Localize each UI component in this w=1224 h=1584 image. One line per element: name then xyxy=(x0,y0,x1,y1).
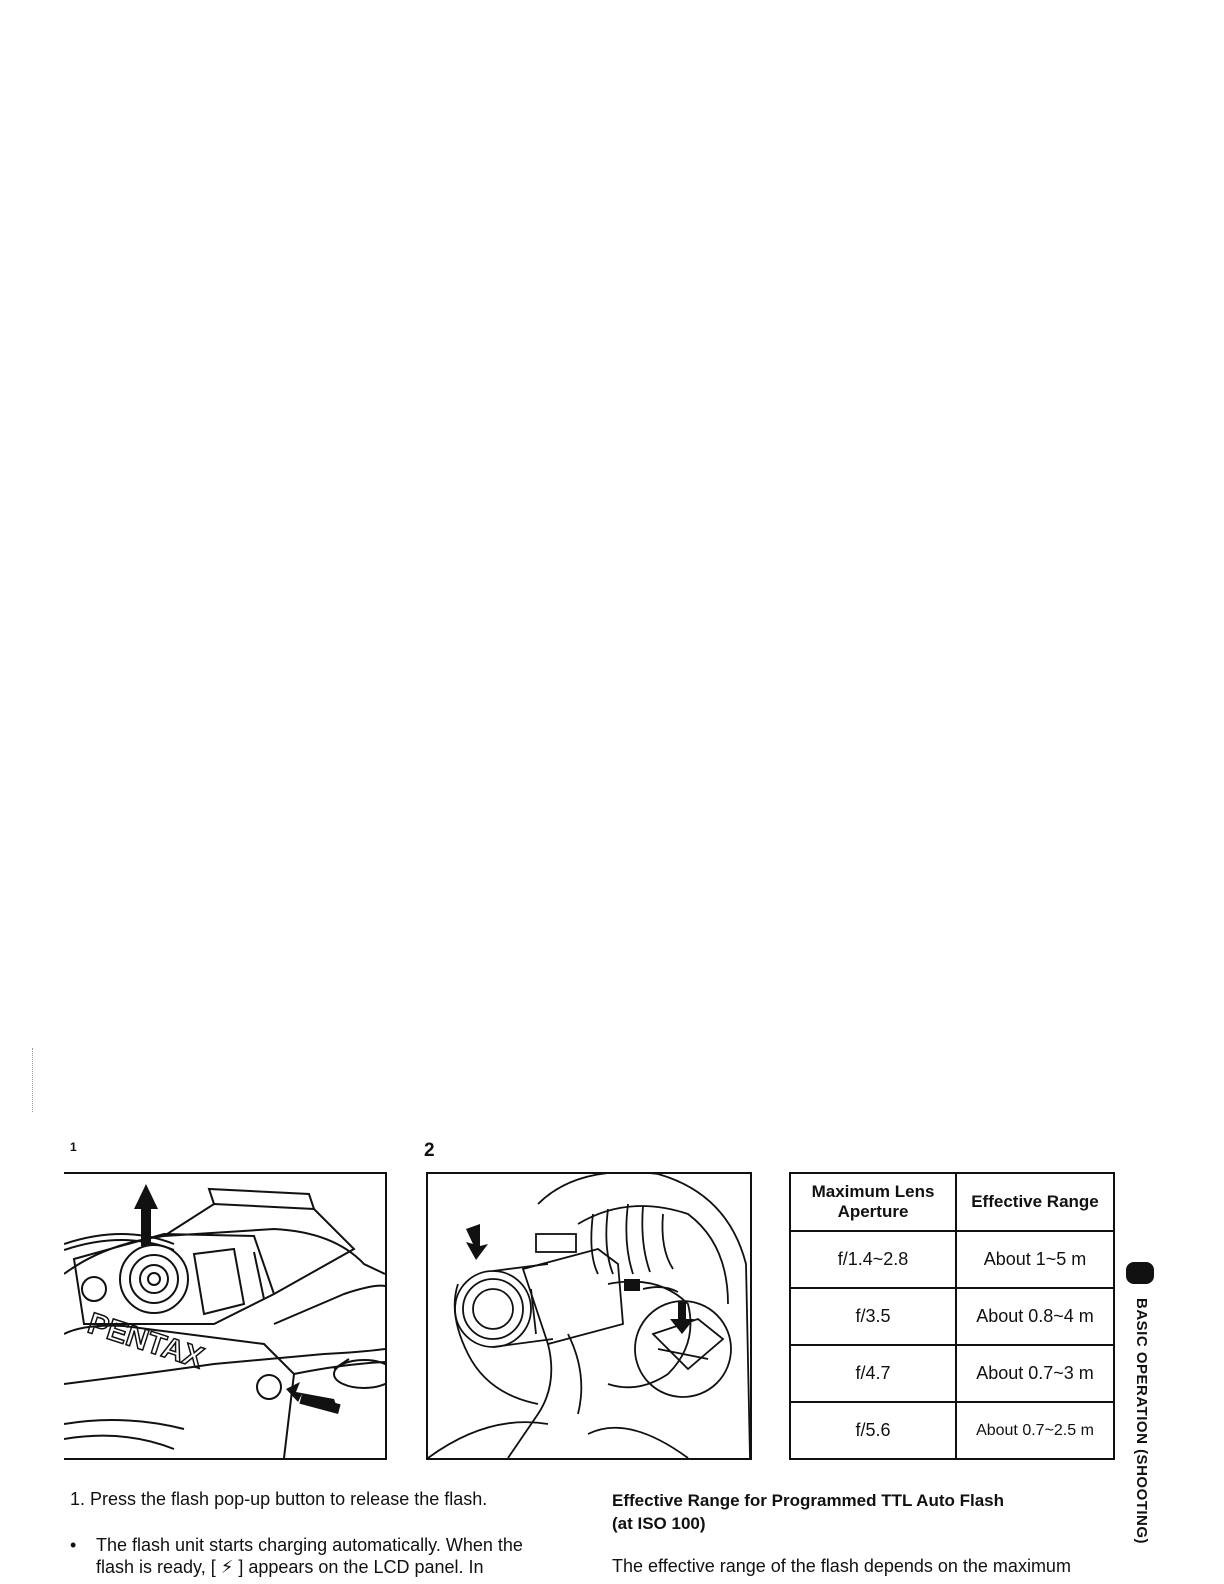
section-side-label-text: BASIC OPERATION (SHOOTING) xyxy=(1133,1298,1150,1545)
heading-line-2: (at ISO 100) xyxy=(612,1514,706,1533)
note-line-2: flash is ready, [ ⚡ ] appears on the LCD panel. In xyxy=(96,1557,484,1577)
table-row xyxy=(790,1345,1114,1402)
margin-dotted-mark xyxy=(32,1048,33,1112)
effective-range-table xyxy=(789,1172,1115,1460)
header-max-lens-aperture: Maximum Lens Aperture xyxy=(790,1173,956,1231)
table-row xyxy=(790,1288,1114,1345)
range-cell: About 1~5 m xyxy=(956,1231,1114,1288)
section-tab-marker xyxy=(1126,1262,1154,1284)
aperture-cell: f/3.5 xyxy=(790,1288,956,1345)
effective-range-heading xyxy=(612,1489,1082,1535)
table-row xyxy=(790,1231,1114,1288)
figure-1-camera-flash-illustration xyxy=(64,1172,387,1460)
range-cell: About 0.7~3 m xyxy=(956,1345,1114,1402)
aperture-cell: f/5.6 xyxy=(790,1402,956,1459)
range-cell: About 0.8~4 m xyxy=(956,1288,1114,1345)
note-bullet: • xyxy=(70,1535,77,1555)
heading-line-1: Effective Range for Programmed TTL Auto Flash xyxy=(612,1491,1005,1510)
table-row xyxy=(790,1402,1114,1459)
note-line-1: The flash unit starts charging automatically. When the xyxy=(96,1535,523,1555)
table-header-row xyxy=(790,1173,1114,1231)
aperture-cell: f/1.4~2.8 xyxy=(790,1231,956,1288)
figure-1-brand-text: PENTAX xyxy=(83,1306,208,1376)
aperture-cell: f/4.7 xyxy=(790,1345,956,1402)
figure-1-number: 1 xyxy=(70,1140,77,1154)
range-cell: About 0.7~2.5 m xyxy=(956,1402,1114,1459)
effective-range-body: The effective range of the flash depends on the maximum xyxy=(612,1556,1071,1576)
figure-2-number: 2 xyxy=(424,1140,435,1161)
header-effective-range: Effective Range xyxy=(956,1173,1114,1231)
figure-2-shooting-illustration xyxy=(426,1172,752,1460)
step-1-instruction: 1. Press the flash pop-up button to release the flash. xyxy=(70,1489,488,1509)
